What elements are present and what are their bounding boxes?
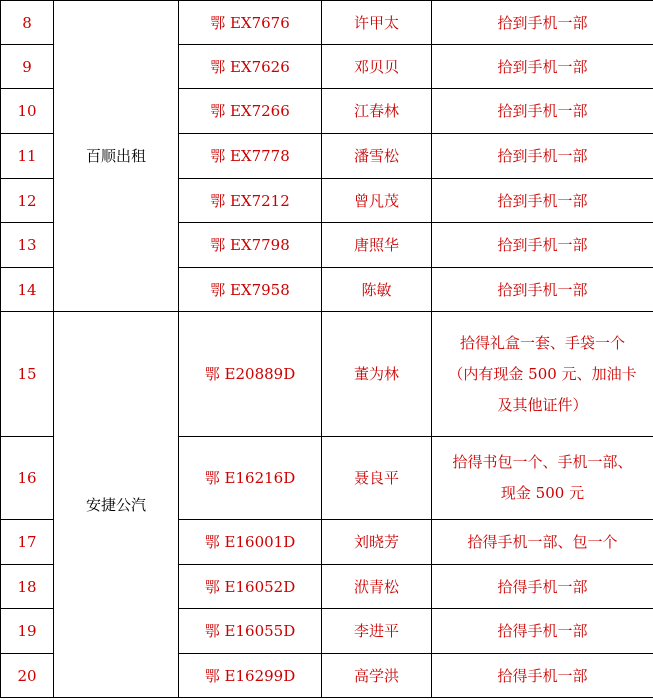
- deed-description: [432, 609, 653, 654]
- plate-number: 鄂 EX7266: [179, 89, 322, 134]
- deed-description: [432, 1, 653, 45]
- plate-number: 鄂 E16055D: [179, 609, 322, 654]
- row-number: 16: [1, 437, 54, 520]
- driver-name: 洑青松: [322, 565, 432, 609]
- driver-name: 高学洪: [322, 654, 432, 698]
- plate-number: 鄂 E16299D: [179, 654, 322, 698]
- deed-description-line: 拾得礼盒一套、手袋一个: [459, 333, 625, 352]
- table-row: [1, 1, 653, 45]
- plate-number: 鄂 EX7676: [179, 1, 322, 45]
- plate-number: 鄂 E20889D: [179, 312, 322, 437]
- plate-number: 鄂 E16216D: [179, 437, 322, 520]
- deed-description: [432, 89, 653, 134]
- deed-description: [432, 520, 653, 565]
- company-name: 百顺出租: [54, 1, 179, 312]
- driver-name: 聂良平: [322, 437, 432, 520]
- plate-number: 鄂 E16001D: [179, 520, 322, 565]
- row-number: 9: [1, 45, 54, 89]
- deed-description: [432, 654, 653, 698]
- deed-description: [432, 134, 653, 179]
- driver-name: 董为林: [322, 312, 432, 437]
- deed-description-line: 拾到手机一部: [497, 102, 588, 120]
- driver-name: 刘晓芳: [322, 520, 432, 565]
- deed-description: [432, 223, 653, 268]
- deed-description-line: 拾得书包一个、手机一部、: [452, 453, 633, 471]
- deed-description: [432, 179, 653, 223]
- row-number: 20: [1, 654, 54, 698]
- plate-number: 鄂 EX7798: [179, 223, 322, 268]
- row-number: 10: [1, 89, 54, 134]
- driver-name: 邓贝贝: [322, 45, 432, 89]
- plate-number: 鄂 EX7958: [179, 268, 322, 312]
- deed-description-line: 拾到手机一部: [497, 191, 588, 210]
- row-number: 15: [1, 312, 54, 437]
- deed-description-line: 拾到手机一部: [497, 147, 588, 165]
- table-row: [1, 312, 653, 437]
- driver-name: 许甲太: [322, 1, 432, 45]
- deed-description: [432, 565, 653, 609]
- plate-number: 鄂 EX7212: [179, 179, 322, 223]
- deed-description-line: 及其他证件）: [497, 395, 588, 414]
- row-number: 12: [1, 179, 54, 223]
- row-number: 8: [1, 1, 54, 45]
- company-name: 安捷公汽: [54, 312, 179, 698]
- plate-number: 鄂 EX7778: [179, 134, 322, 179]
- deed-description-line: 拾到手机一部: [497, 13, 588, 32]
- deed-description-line: 拾到手机一部: [497, 57, 588, 76]
- row-number: 19: [1, 609, 54, 654]
- deed-description-line: 拾得手机一部: [497, 622, 588, 640]
- deed-description-line: （内有现金 500 元、加油卡: [448, 364, 637, 383]
- plate-number: 鄂 E16052D: [179, 565, 322, 609]
- driver-name: 李进平: [322, 609, 432, 654]
- deed-description: [432, 45, 653, 89]
- deed-description: [432, 312, 653, 437]
- deed-description-line: 现金 500 元: [500, 484, 585, 502]
- deed-description-line: 拾得手机一部: [497, 666, 588, 685]
- driver-name: 江春林: [322, 89, 432, 134]
- row-number: 11: [1, 134, 54, 179]
- driver-name: 唐照华: [322, 223, 432, 268]
- driver-name: 曾凡茂: [322, 179, 432, 223]
- deed-description-line: 拾得手机一部、包一个: [467, 533, 618, 551]
- row-number: 14: [1, 268, 54, 312]
- row-number: 13: [1, 223, 54, 268]
- deed-description-line: 拾得手机一部: [497, 577, 588, 596]
- deed-description: [432, 268, 653, 312]
- driver-name: 潘雪松: [322, 134, 432, 179]
- record-table-body: [1, 1, 653, 698]
- row-number: 17: [1, 520, 54, 565]
- driver-name: 陈敏: [322, 268, 432, 312]
- plate-number: 鄂 EX7626: [179, 45, 322, 89]
- deed-description: [432, 437, 653, 520]
- row-number: 18: [1, 565, 54, 609]
- deed-description-line: 拾到手机一部: [497, 280, 588, 299]
- deed-description-line: 拾到手机一部: [497, 236, 588, 254]
